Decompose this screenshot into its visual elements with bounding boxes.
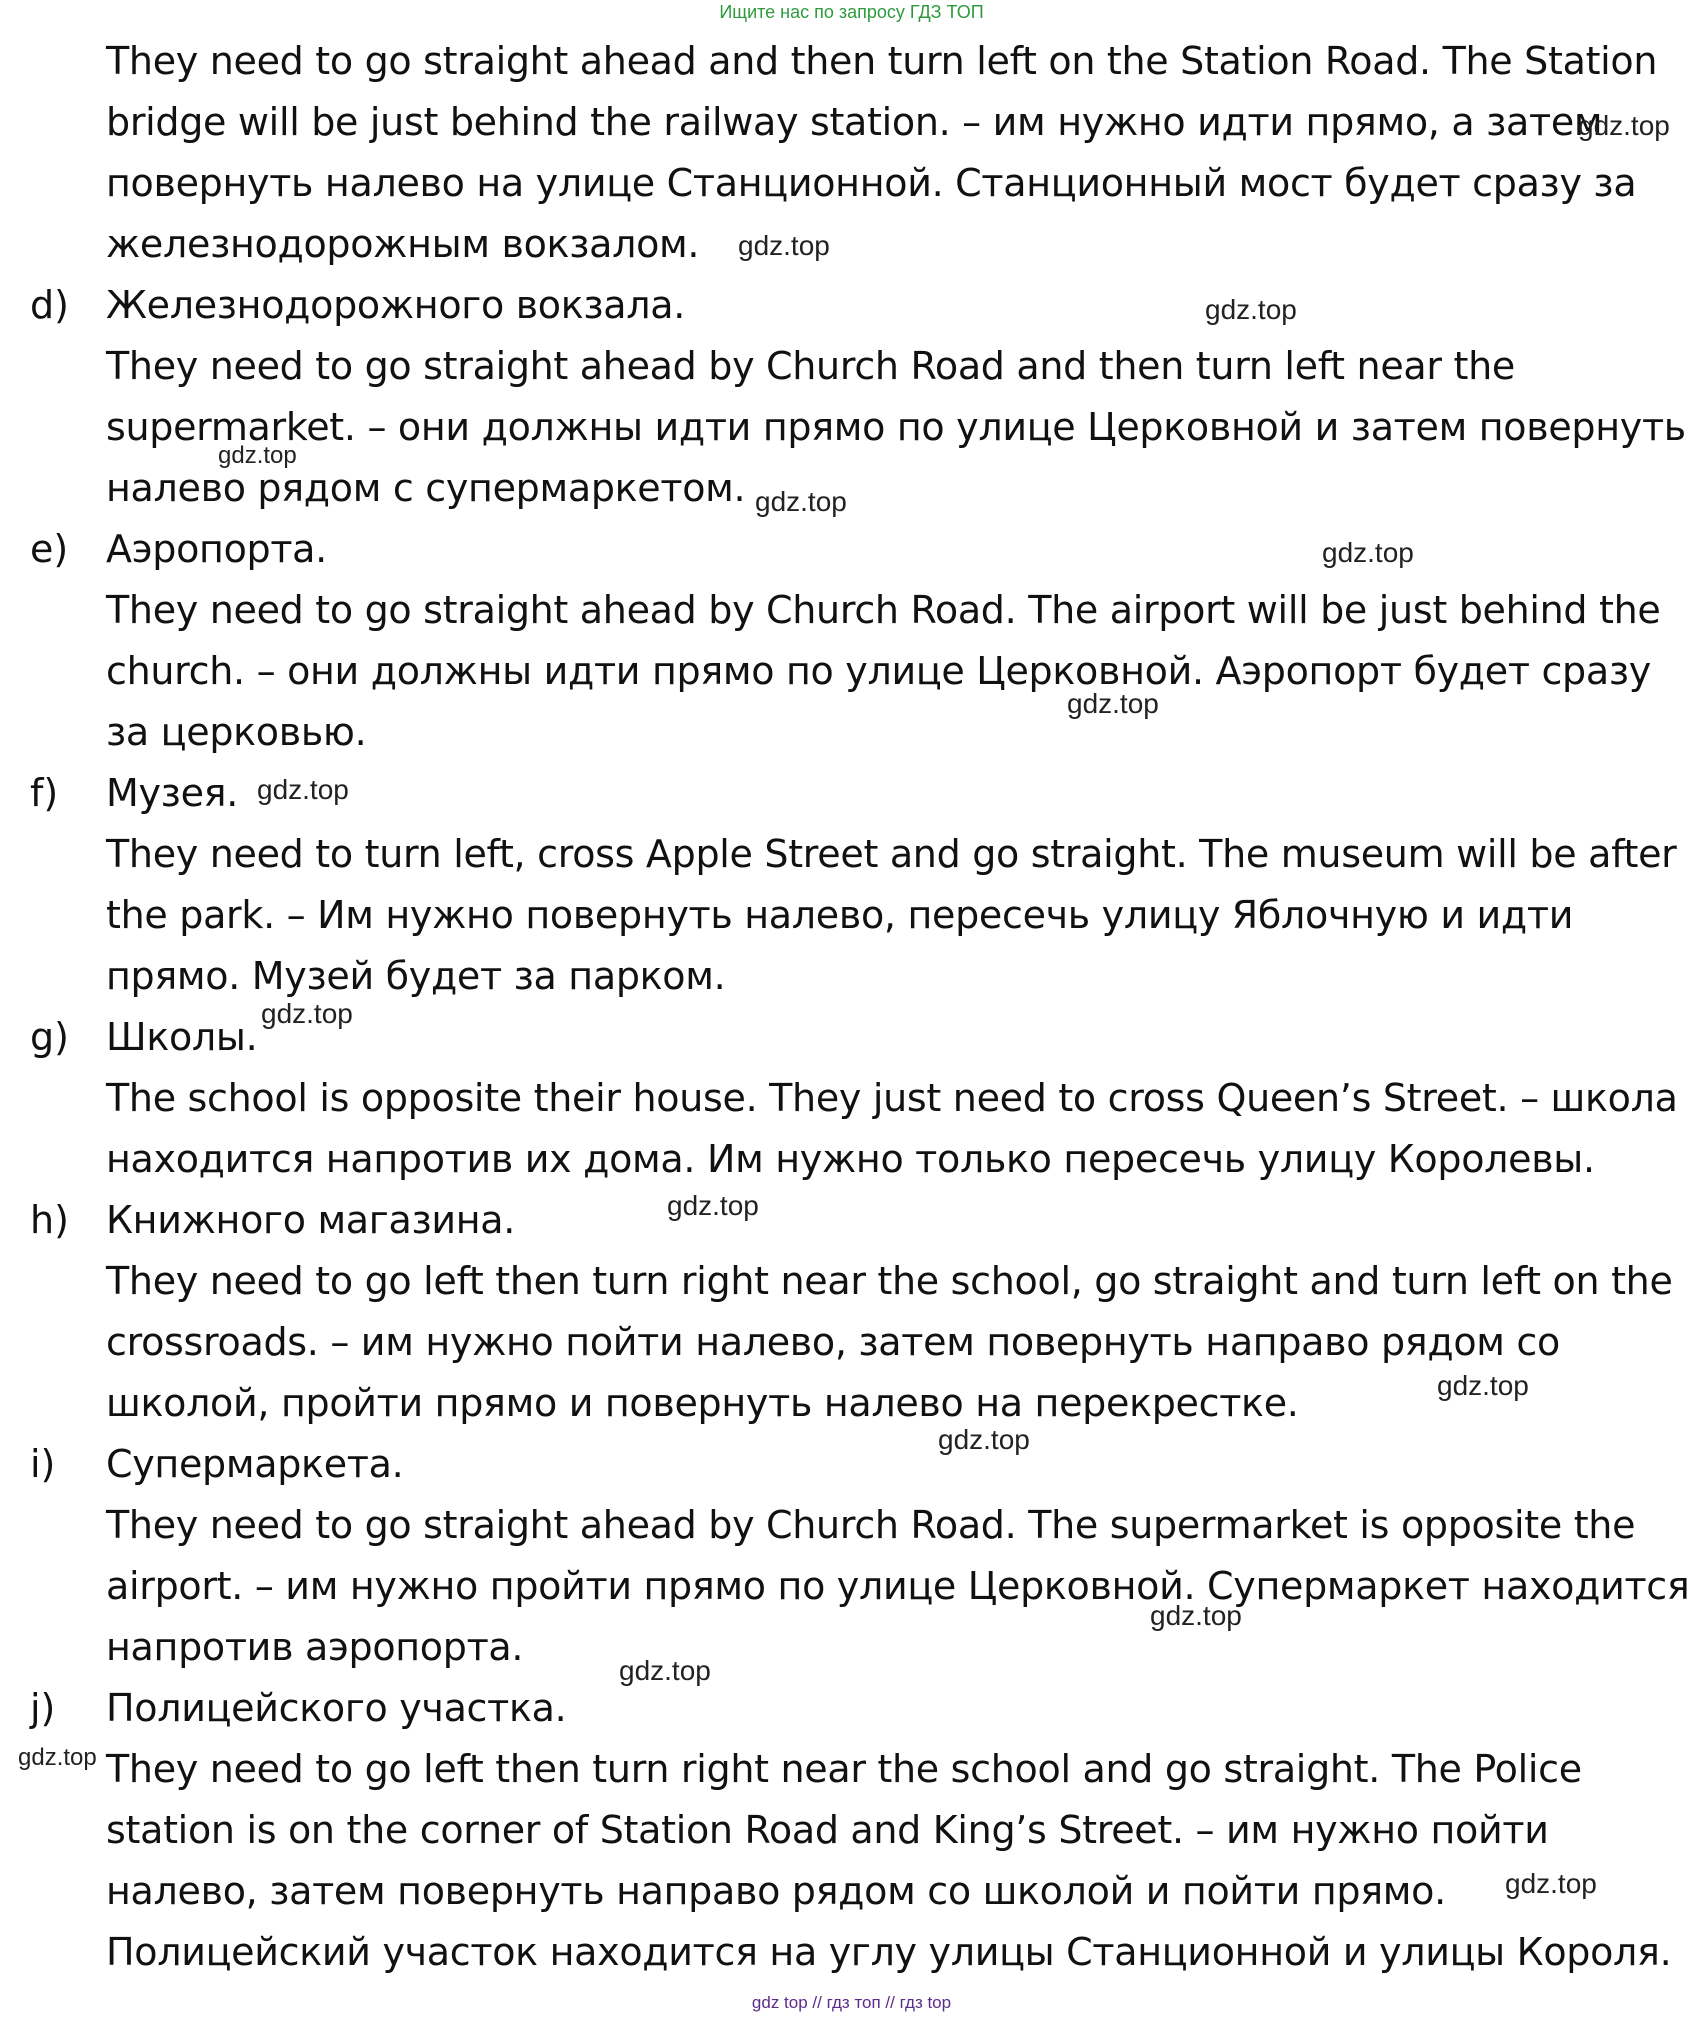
text-line: повернуть налево на улице Станционной. Станционный мост будет сразу за <box>106 161 1637 205</box>
text-line: напротив аэропорта. <box>106 1625 524 1669</box>
text-line: They need to turn left, cross Apple Street and go straight. The museum will be after <box>106 832 1677 876</box>
text-line: They need to go straight ahead by Church Road. The airport will be just behind the <box>106 588 1661 632</box>
text-line: находится напротив их дома. Им нужно только пересечь улицу Королевы. <box>106 1137 1595 1181</box>
watermark: gdz.top <box>738 230 830 261</box>
text-line: школой, пройти прямо и повернуть налево на перекрестке. <box>106 1381 1299 1425</box>
item-title: Аэропорта. <box>106 527 327 571</box>
item-title: Школы. <box>106 1015 258 1059</box>
text-line: They need to go straight ahead and then turn left on the Station Road. The Station <box>106 39 1658 83</box>
text-line: They need to go left then turn right near the school, go straight and turn left on the <box>106 1259 1673 1303</box>
watermark: gdz.top <box>1437 1370 1529 1401</box>
text-line: crossroads. – им нужно пойти налево, затем повернуть направо рядом со <box>106 1320 1560 1364</box>
footer-links[interactable]: gdz top // гдз топ // гдз top <box>751 1993 952 2012</box>
watermark: gdz.top <box>1505 1868 1597 1899</box>
text-line: the park. – Им нужно повернуть налево, пересечь улицу Яблочную и идти <box>106 893 1574 937</box>
text-line: station is on the corner of Station Road and King’s Street. – им нужно пойти <box>106 1808 1549 1852</box>
item-marker: h) <box>30 1198 69 1242</box>
watermark: gdz.top <box>261 998 353 1029</box>
item-marker: d) <box>30 283 69 327</box>
text-line: They need to go left then turn right near the school and go straight. The Police <box>106 1747 1582 1791</box>
watermark: gdz.top <box>1205 294 1297 325</box>
item-marker: f) <box>30 771 59 815</box>
text-line: за церковью. <box>106 710 367 754</box>
watermark: gdz.top <box>257 774 349 805</box>
watermark: gdz.top <box>1578 110 1670 141</box>
text-line: supermarket. – они должны идти прямо по улице Церковной и затем повернуть <box>106 405 1686 449</box>
item-title: Железнодорожного вокзала. <box>106 283 686 327</box>
watermark: gdz.top <box>1067 688 1159 719</box>
watermark: gdz.top <box>1150 1600 1242 1631</box>
text-line: They need to go straight ahead by Church Road and then turn left near the <box>106 344 1515 388</box>
item-title: Полицейского участка. <box>106 1686 567 1730</box>
item-marker: i) <box>30 1442 56 1486</box>
item-marker: g) <box>30 1015 69 1059</box>
text-line: железнодорожным вокзалом. <box>106 222 700 266</box>
text-line: They need to go straight ahead by Church Road. The supermarket is opposite the <box>106 1503 1636 1547</box>
watermark: gdz.top <box>938 1424 1030 1455</box>
text-line: airport. – им нужно пройти прямо по улице Церковной. Супермаркет находится <box>106 1564 1690 1608</box>
top-banner[interactable]: Ищите нас по запросу ГДЗ ТОП <box>719 2 984 22</box>
text-line: прямо. Музей будет за парком. <box>106 954 726 998</box>
item-title: Супермаркета. <box>106 1442 404 1486</box>
text-line: bridge will be just behind the railway station. – им нужно идти прямо, а затем <box>106 100 1603 144</box>
watermark: gdz.top <box>218 442 297 469</box>
watermark: gdz.top <box>18 1744 97 1771</box>
text-line: налево рядом с супермаркетом. <box>106 466 746 510</box>
item-marker: j) <box>30 1686 56 1730</box>
watermark: gdz.top <box>755 486 847 517</box>
watermark: gdz.top <box>1322 537 1414 568</box>
text-line: church. – они должны идти прямо по улице Церковной. Аэропорт будет сразу <box>106 649 1651 693</box>
item-marker: e) <box>30 527 69 571</box>
item-title: Книжного магазина. <box>106 1198 516 1242</box>
text-line: The school is opposite their house. They just need to cross Queen’s Street. – школа <box>106 1076 1678 1120</box>
text-line: Полицейский участок находится на углу улицы Станционной и улицы Короля. <box>106 1930 1672 1974</box>
watermark: gdz.top <box>667 1190 759 1221</box>
watermark: gdz.top <box>619 1655 711 1686</box>
item-title: Музея. <box>106 771 238 815</box>
text-line: налево, затем повернуть направо рядом со школой и пойти прямо. <box>106 1869 1446 1913</box>
